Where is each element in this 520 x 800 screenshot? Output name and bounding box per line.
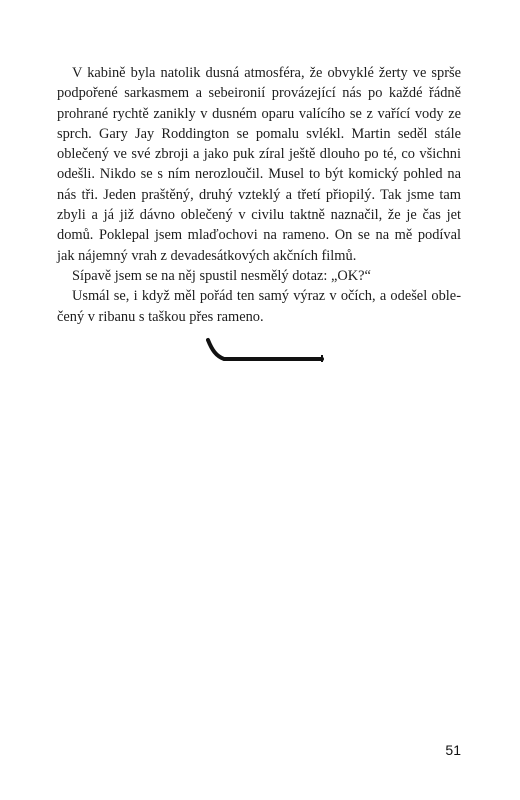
body-text [57, 63, 461, 327]
paragraph-3: Usmál se, i když měl pořád ten samý výraz v očích, a odešel oblečený v ribanu s taškou přes rameno. [57, 288, 461, 325]
paragraph-2: Sípavě jsem se na něj spustil nesmělý dotaz: „OK?“ [72, 267, 371, 284]
paragraph-1: V kabině byla natolik dusná atmosféra, že obvyklé žerty ve sprše podpořené sarkasmem a sebeironií provázející nás po každé řádně prohrané rychtě zanikly v dusném oparu valícího se z vařící vody ze sprch. Gary Jay Roddington se pomalu svlékl. Martin seděl stále oblečený ve své zbroji a jako puk zíral ještě dlouho po té, co všichni odešli. Nikdo se s ním nerozloučil. Musel to být komický pohled na nás tři. Jeden praštěný, druhý vzteklý a třetí přiopilý. Tak jsme tam zbyli a já již dávno oblečený v civilu taktně naznačil, že je čas jet domů. Poklepal jsem mlaďochovi na rameno. On se na mě podíval jak nájemný vrah z devadesátkových akčních filmů. [57, 65, 461, 264]
hockey-stick-icon [206, 336, 326, 368]
page-number: 51 [445, 742, 461, 758]
